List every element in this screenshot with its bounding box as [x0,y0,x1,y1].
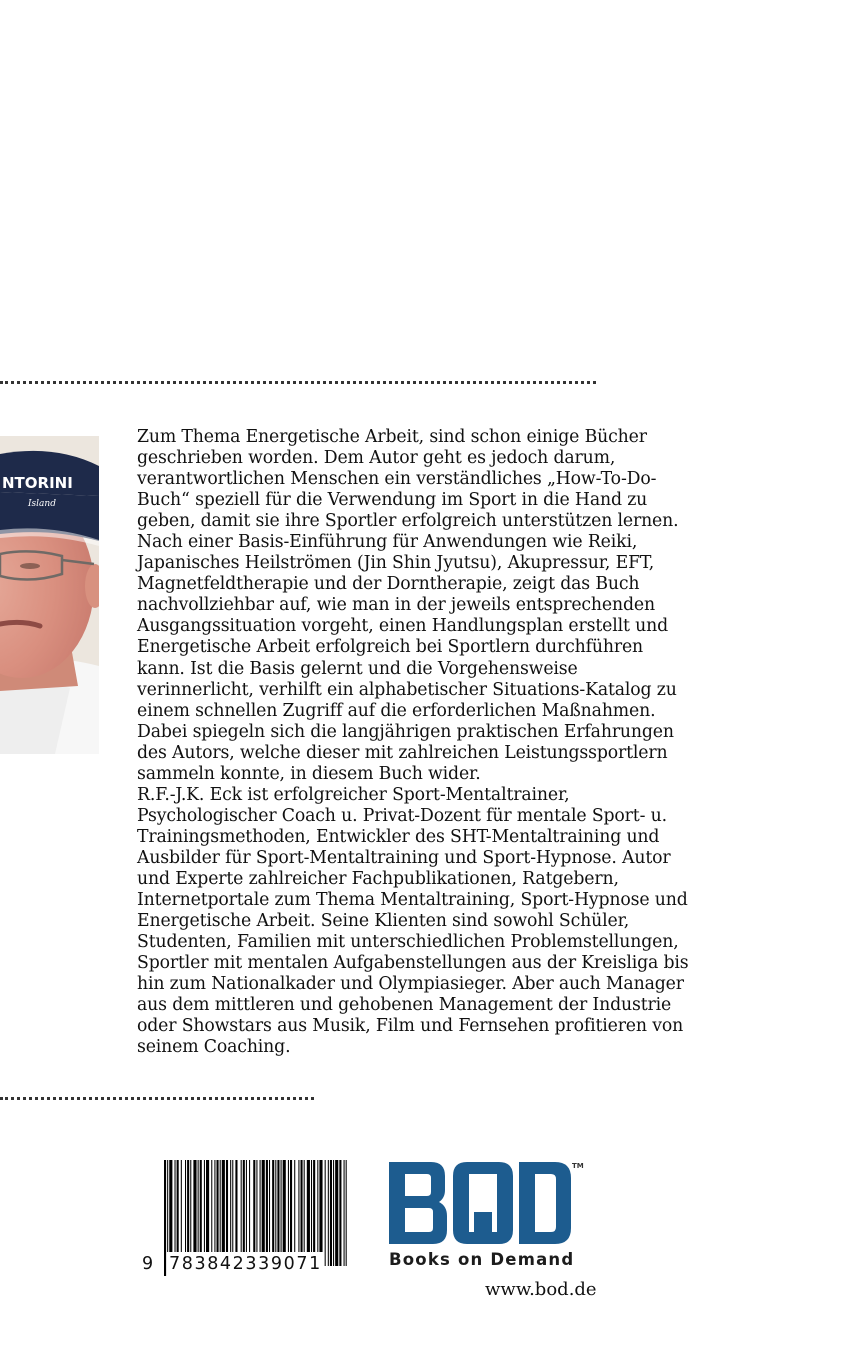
blurb-line: seinem Coaching. [137,1037,291,1058]
barcode-bar [344,1160,345,1266]
barcode-bar [339,1160,341,1266]
blurb-line: einem schnellen Zugriff auf die erforderlichen Maßnahmen. [137,700,656,721]
barcode-bar [256,1160,257,1266]
publisher-website: www.bod.de [485,1279,597,1300]
barcode-bar [177,1160,179,1266]
barcode-bar [214,1160,215,1266]
blurb-line: oder Showstars aus Musik, Film und Fernsehen profitieren von [137,1016,684,1037]
blurb-line: Energetische Arbeit erfolgreich bei Sportlern durchführen [137,637,644,658]
barcode-bar [313,1160,315,1266]
barcode-bar [298,1160,299,1266]
barcode-bar [206,1160,209,1266]
barcode-bar [181,1160,182,1266]
isbn-number [142,1252,350,1276]
blurb-line: nachvollziehbar auf, wie man in der jeweils entsprechenden [137,595,655,616]
blurb-line: Ausbilder für Sport-Mentaltraining und Sport-Hypnose. Autor [137,847,671,868]
bod-tagline: Books on Demand [389,1250,575,1269]
barcode-bar [281,1160,282,1266]
barcode-bar [301,1160,303,1266]
barcode-bar [211,1160,212,1266]
barcode-bar [325,1160,326,1266]
cap-sub-lettering: Island [28,499,56,509]
barcode-bar [175,1160,176,1266]
blurb-line: des Autors, welche dieser mit zahlreichen Leistungssportlern [137,742,668,763]
barcode-bar [230,1160,231,1266]
barcode-bar [235,1160,237,1266]
barcode-bar [311,1160,312,1266]
barcode-bar [198,1160,199,1266]
barcode-bar [241,1160,242,1266]
blurb-line: verantwortlichen Menschen ein verständliches „How-To-Do- [137,469,657,490]
barcode-bar [272,1160,274,1266]
blurb-line: Japanisches Heilströmen (Jin Shin Jyutsu), Akupressur, EFT, [137,553,655,574]
barcode-bar [304,1160,305,1266]
barcode-bar [328,1160,329,1266]
barcode-bar [335,1160,338,1266]
blurb-line: Sportler mit mentalen Aufgabenstellungen aus der Kreisliga bis [137,953,689,974]
barcode-bar [187,1160,189,1266]
blurb-line: Dabei spiegeln sich die langjährigen praktischen Erfahrungen [137,721,674,742]
barcode-bar [317,1160,318,1266]
blurb-line: Studenten, Familien mit unterschiedlichen Problemstellungen, [137,932,679,953]
cap-lettering: NTORINI [2,474,73,492]
dotted-separator-bottom [0,1097,314,1100]
blurb-line: geschrieben worden. Dem Autor geht es jedoch darum, [137,448,616,469]
barcode-bar [249,1160,250,1266]
barcode-bar [307,1160,310,1266]
blurb-line: hin zum Nationalkader und Olympiasieger. Aber auch Manager [137,974,684,995]
blurb-line: verinnerlicht, verhilft ein alphabetischer Situations-Katalog zu [137,679,677,700]
blurb-line: Magnetfeldtherapie und der Dorntherapie, zeigt das Buch [137,574,640,595]
barcode-bar [200,1160,202,1266]
barcode-bar [232,1160,233,1266]
blurb-line: Trainingsmethoden, Entwickler des SHT-Mentaltraining und [137,826,660,847]
author-photo [0,436,99,754]
barcode-bar [204,1160,205,1266]
isbn-digits: 783842339071 [169,1254,322,1274]
barcode-bar [269,1160,270,1266]
barcode-bar [262,1160,265,1266]
bod-logo [389,1162,589,1272]
barcode-bar [283,1160,286,1266]
barcode-bar [319,1160,322,1266]
blurb-line: Buch“ speziell für die Verwendung im Sport in die Hand zu [137,490,648,511]
barcode-bar [288,1160,289,1266]
blurb-line: Ausgangssituation vorgeht, einen Handlungsplan erstellt und [137,616,668,637]
trademark-mark: TM [572,1162,584,1170]
barcode-bar [253,1160,255,1266]
barcode-bar [185,1160,186,1266]
barcode-bar [169,1160,172,1266]
dotted-separator-top [0,381,596,384]
blurb-line: Internetportale zum Thema Mentaltraining, Sport-Hypnose und [137,890,688,911]
blurb-line: geben, damit sie ihre Sportler erfolgreich unterstützen lernen. [137,511,679,532]
blurb-line: aus dem mittleren und gehobenen Management der Industrie [137,995,672,1016]
barcode-bar [333,1160,334,1266]
barcode-bar [260,1160,261,1266]
barcode-bar [190,1160,191,1266]
barcode-bar [243,1160,245,1266]
blurb-line: Psychologischer Coach u. Privat-Dozent für mentale Sport- u. [137,805,667,826]
blurb-line: kann. Ist die Basis gelernt und die Vorgehensweise [137,658,578,679]
barcode-bar [246,1160,247,1266]
barcode-bar [217,1160,219,1266]
barcode-bar [266,1160,268,1266]
barcode-bar [346,1160,347,1266]
blurb-line: Zum Thema Energetische Arbeit, sind schon einige Bücher [137,427,647,447]
barcode-bar [226,1160,228,1266]
blurb-line: Energetische Arbeit. Seine Klienten sind sowohl Schüler, [137,911,630,932]
barcode-bar [193,1160,196,1266]
barcode-bar [330,1160,332,1266]
blurb-line: R.F.-J.K. Eck ist erfolgreicher Sport-Mentaltrainer, [137,784,570,805]
barcode-bar [294,1160,295,1266]
barcode-bar [290,1160,292,1266]
bod-wordmark-icon [389,1162,573,1244]
blurb-line: Nach einer Basis-Einführung für Anwendungen wie Reiki, [137,532,638,553]
isbn-lead-digit: 9 [142,1254,154,1274]
blurb-text [137,427,737,1058]
blurb-line: und Experte zahlreicher Fachpublikationen, Ratgebern, [137,868,619,889]
blurb-line: sammeln konnte, in diesem Buch wider. [137,763,481,784]
